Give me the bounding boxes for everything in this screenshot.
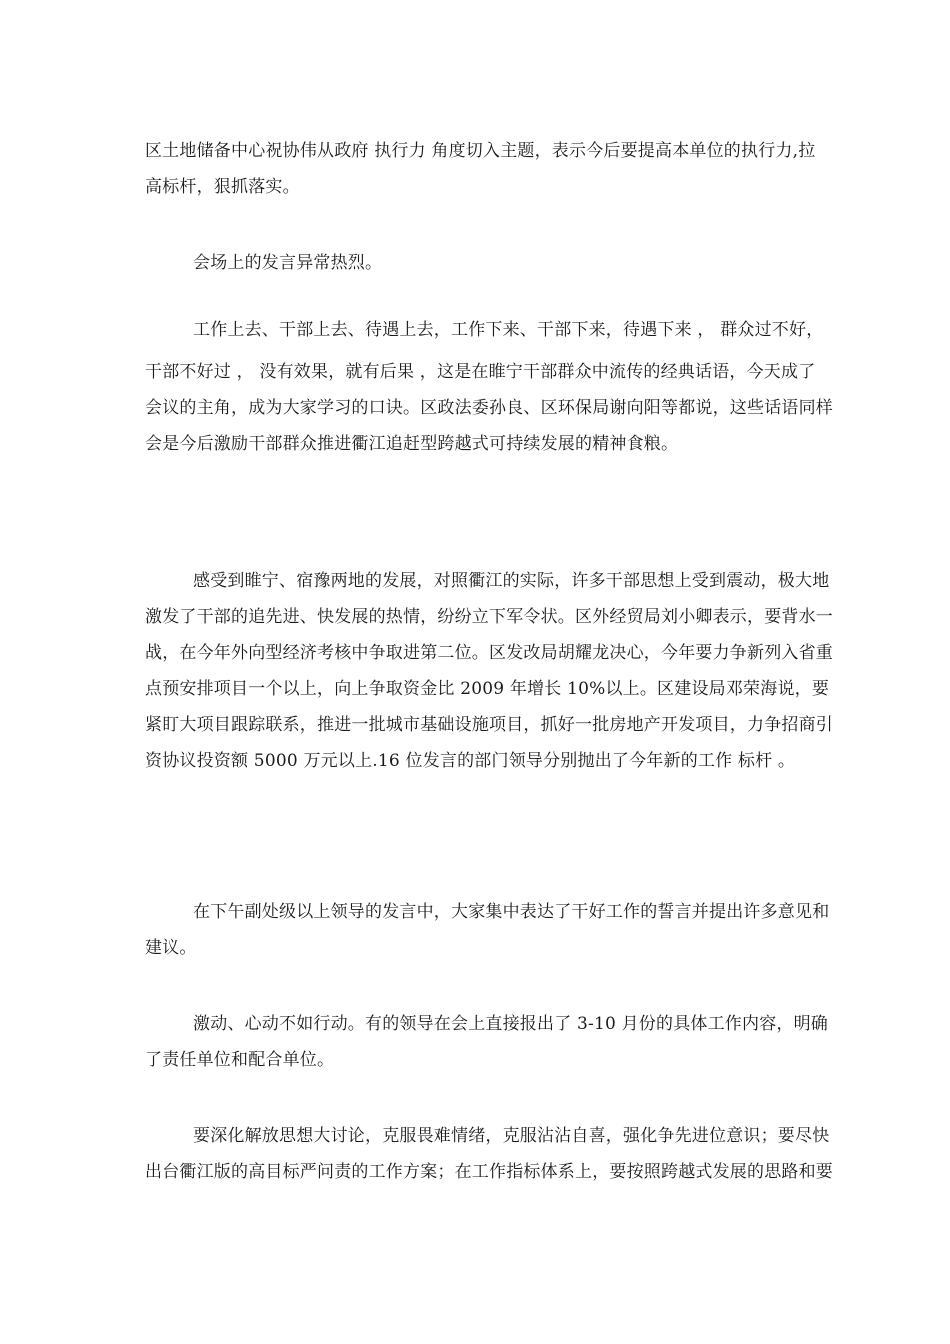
paragraph-line: 工作上去、干部上去、待遇上去，工作下来、干部下来，待遇下来 ， 群众过不好，	[193, 320, 824, 340]
paragraph-line: 激发了干部的追先进、快发展的热情，纷纷立下军令状。区外经贸局刘小卿表示，要背水一	[145, 607, 833, 627]
paragraph-line: 紧盯大项目跟踪联系，推进一批城市基础设施项目，抓好一批房地产开发项目，力争招商引	[145, 715, 833, 735]
paragraph-line: 会场上的发言异常热烈。	[193, 253, 383, 273]
paragraph-line: 出台衢江版的高目标严问责的工作方案；在工作指标体系上，要按照跨越式发展的思路和要	[145, 1162, 833, 1182]
paragraph-meeting-atmosphere	[145, 245, 813, 281]
paragraph-line: 要深化解放思想大讨论，克服畏难情绪，克服沾沾自喜，强化争先进位意识；要尽快	[193, 1126, 830, 1146]
paragraph-line: 干部不好过 ， 没有效果，就有后果 ，这是在睢宁干部群众中流传的经典话语，今天成了	[145, 362, 816, 382]
paragraph-afternoon-speeches	[145, 894, 830, 966]
paragraph-line: 资协议投资额 5000 万元以上.16 位发言的部门领导分别抛出了今年新的工作 标杆 。	[145, 751, 796, 771]
paragraph-line: 会议的主角，成为大家学习的口诀。区政法委孙良、区环保局谢向阳等都说，这些话语同样	[145, 398, 833, 418]
paragraph-zhu-xiewei-speech	[145, 133, 816, 205]
paragraph-line: 了责任单位和配合单位。	[145, 1050, 335, 1070]
paragraph-line: 高标杆，狠抓落实。	[145, 177, 300, 197]
paragraph-line: 在下午副处级以上领导的发言中，大家集中表达了干好工作的誓言并提出许多意见和	[193, 902, 830, 922]
paragraph-action-plans	[145, 1006, 828, 1078]
paragraph-line: 点预安排项目一个以上，向上争取资金比 2009 年增长 10%以上。区建设局邓荣海说，要	[145, 679, 830, 699]
paragraph-line: 会是今后激励干部群众推进衢江追赶型跨越式可持续发展的精神食粮。	[145, 434, 679, 454]
paragraph-line: 感受到睢宁、宿豫两地的发展，对照衢江的实际，许多干部思想上受到震动，极大地	[193, 571, 830, 591]
paragraph-line: 建议。	[145, 938, 197, 958]
paragraph-line: 激动、心动不如行动。有的领导在会上直接报出了 3-10 月份的具体工作内容，明确	[193, 1014, 828, 1034]
paragraph-line: 战，在今年外向型经济考核中争取进第二位。区发改局胡耀龙决心，今年要力争新列入省重	[145, 643, 833, 663]
paragraph-deepen-discussion	[145, 1118, 833, 1190]
paragraph-line: 区土地储备中心祝协伟从政府 执行力 角度切入主题，表示今后要提高本单位的执行力,拉	[145, 141, 816, 161]
paragraph-classic-sayings	[145, 312, 833, 462]
paragraph-department-pledges	[145, 563, 833, 779]
